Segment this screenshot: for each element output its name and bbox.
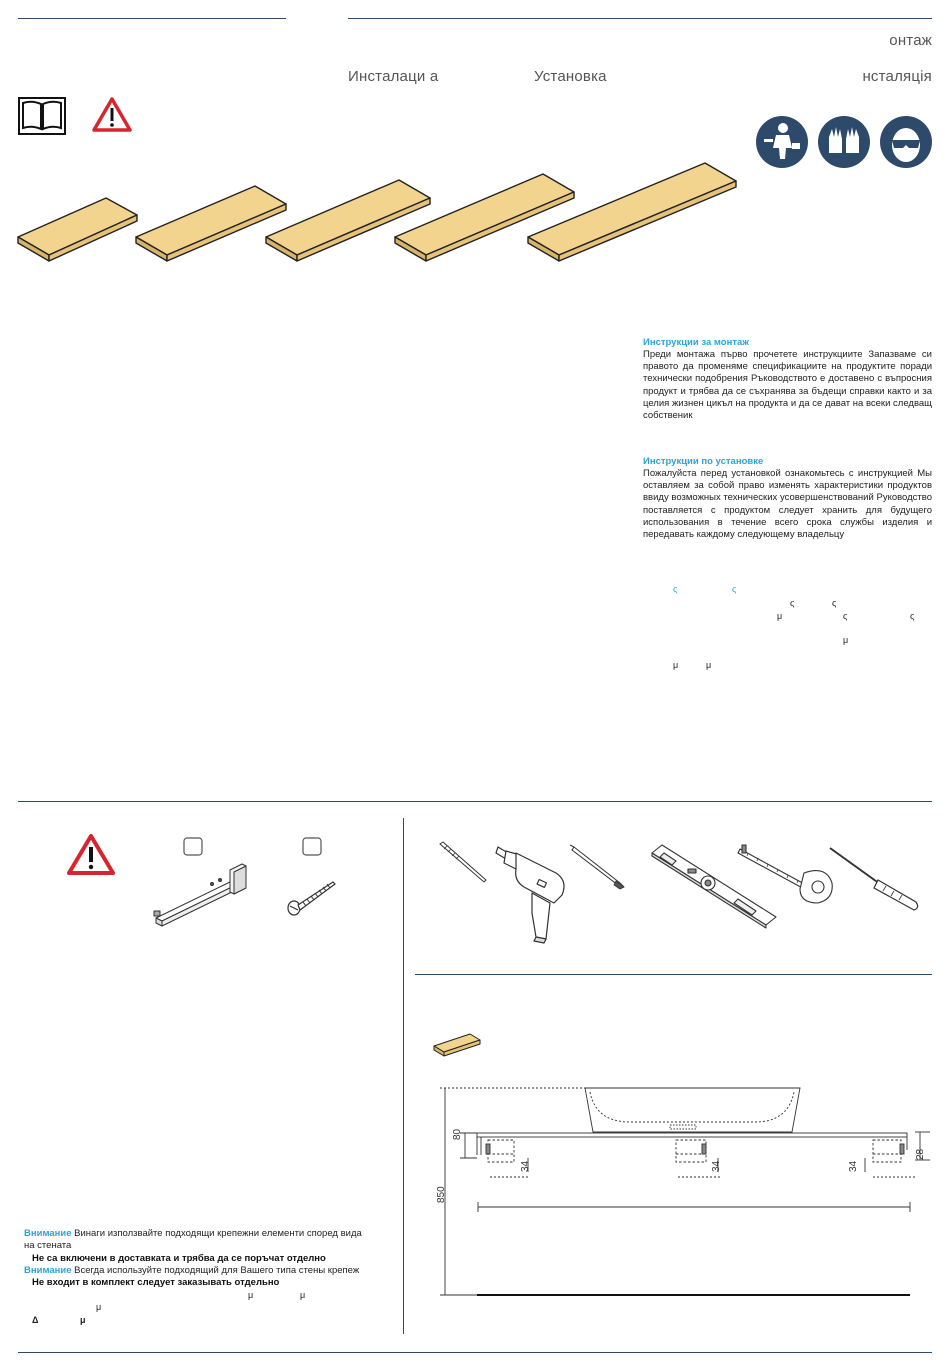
tools-rule: [415, 974, 932, 975]
subtitle-uk: нсталяція: [862, 68, 932, 85]
instructions-ru-body: Пожалуйста перед установкой ознакомьтесь с инструкцией Мы оставляем за собой право изменять характеристики продуктов ввиду возможных технических усовершенствований Руководство поставляется с продуктом следует хранить для будущего использования в течение всего срока службы изделия и передавать каждому следующему владельцу: [643, 468, 932, 541]
page-title: онтаж: [889, 32, 932, 49]
wall-bracket-icon: [150, 862, 250, 932]
warning-text: Винаги използвайте подходящи крепежни елементи според вида: [71, 1228, 362, 1239]
tape-measure-icon: [738, 843, 834, 905]
section-rule: [18, 801, 932, 802]
el-glyph: Δ: [32, 1315, 39, 1325]
warning-text: Всегда используйте подходящий для Вашего типа стены крепеж: [71, 1265, 360, 1276]
instructions-bg-body: Преди монтажа първо прочетете инструкциите Запазваме си правото да променяме спецификациите на продуктите поради технически подобрения Ръководството е доставено с въпросния продукт и трябва да се съхранява за бъдещи справки както и за целия жизнен цикъл на продукта и да се дават на всеки следващ собственик: [643, 349, 932, 422]
dim-label-34c: 34: [848, 1160, 859, 1172]
el-glyph: μ: [706, 660, 712, 670]
el-glyph: ς: [673, 584, 678, 594]
subtitle-bg: Инсталаци а: [348, 68, 439, 85]
warning-bg-line: [24, 1228, 362, 1239]
screw-icon: [285, 876, 340, 921]
el-glyph: μ: [300, 1290, 306, 1300]
warning-ru-line: [24, 1265, 359, 1276]
el-glyph: μ: [248, 1290, 254, 1300]
panel-medium-1: [136, 186, 286, 261]
warning-bg-bold: Не са включени в доставката и трябва да се поръчат отделно: [32, 1253, 326, 1264]
subtitle-ru: Установка: [534, 68, 607, 85]
el-glyph: ς: [790, 598, 795, 608]
drill-bit-icon: [436, 840, 491, 888]
el-glyph: μ: [777, 611, 783, 621]
instructions-bg-title: Инструкции за монтаж: [643, 337, 750, 348]
instructions-ru-title: Инструкции по установке: [643, 456, 764, 467]
power-drill-icon: [496, 843, 572, 943]
el-glyph: ς: [732, 584, 737, 594]
warning-label: Внимание: [24, 1265, 72, 1276]
panel-group: [0, 0, 950, 300]
checkbox-screw[interactable]: [302, 837, 322, 857]
column-divider: [403, 818, 404, 1334]
warning-bg-line-2: на стената: [24, 1240, 72, 1251]
dim-label-34a: 34: [520, 1160, 531, 1172]
el-glyph: μ: [843, 635, 849, 645]
checkbox-bracket[interactable]: [183, 837, 203, 857]
warning-ru-bold: Не входит в комплект следует заказывать отдельно: [32, 1277, 280, 1288]
dim-label-80: 80: [452, 1128, 463, 1140]
panel-small: [18, 198, 137, 261]
screwdriver-icon: [828, 846, 920, 912]
dim-label-28: 28: [915, 1148, 926, 1160]
el-glyph: μ: [96, 1302, 102, 1312]
panel-xlarge: [528, 163, 736, 261]
dim-label-850: 850: [436, 1186, 447, 1203]
el-glyph: ς: [843, 611, 848, 621]
dim-label-34b: 34: [711, 1160, 722, 1172]
footer-rule: [18, 1352, 932, 1353]
warning-label: Внимание: [24, 1228, 72, 1239]
pencil-icon: [568, 843, 630, 891]
technical-drawing: [430, 1080, 940, 1305]
el-glyph: μ: [673, 660, 679, 670]
panel-small-icon: [430, 1030, 485, 1060]
warning-triangle-icon: [67, 834, 115, 876]
el-glyph: ς: [832, 598, 837, 608]
el-glyph: μ: [80, 1315, 86, 1325]
el-glyph: ς: [910, 611, 915, 621]
